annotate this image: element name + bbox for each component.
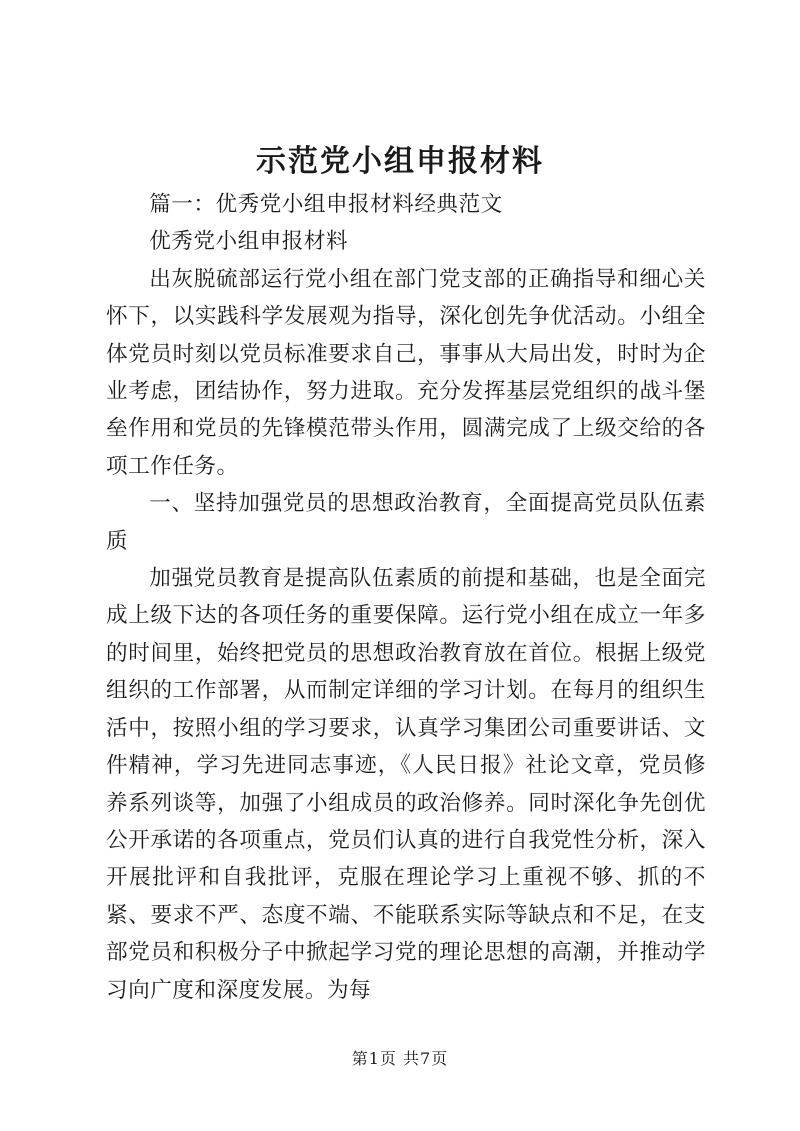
body-paragraph: 出灰脱硫部运行党小组在部门党支部的正确指导和细心关怀下，以实践科学发展观为指导，深化创先争优活动。小组全体党员时刻以党员标准要求自己，事事从大局出发，时时为企业考虑，团结协作，努力进取。充分发挥基层党组织的战斗堡垒作用和党员的先锋模范带头作用，圆满完成了上级交给的各项工作任务。 (106, 266, 706, 479)
section-heading: 篇一：优秀党小组申报材料经典范文 (149, 192, 503, 217)
page-footer: 第1页 共7页 (351, 1049, 449, 1068)
subsection-heading: 优秀党小组申报材料 (149, 229, 349, 255)
document-body (106, 186, 706, 1009)
document-title: 示范党小组申报材料 (256, 144, 544, 179)
point-heading: 一、坚持加强党员的思想政治教育，全面提高党员队伍素质 (106, 491, 706, 554)
body-paragraph: 加强党员教育是提高队伍素质的前提和基础，也是全面完成上级下达的各项任务的重要保障。运行党小组在成立一年多的时间里，始终把党员的思想政治教育放在首位。根据上级党组织的工作部署，从而制定详细的学习计划。在每月的组织生活中，按照小组的学习要求，认真学习集团公司重要讲话、文件精神，学习先进同志事迹，《人民日报》社论文章，党员修养系列谈等，加强了小组成员的政治修养。同时深化争先创优公开承诺的各项重点，党员们认真的进行自我党性分析，深入开展批评和自我批评，克服在理论学习上重视不够、抓的不紧、要求不严、态度不端、不能联系实际等缺点和不足，在支部党员和积极分子中掀起学习党的理论思想的高潮，并推动学习向广度和深度发展。为每 (106, 566, 706, 1003)
